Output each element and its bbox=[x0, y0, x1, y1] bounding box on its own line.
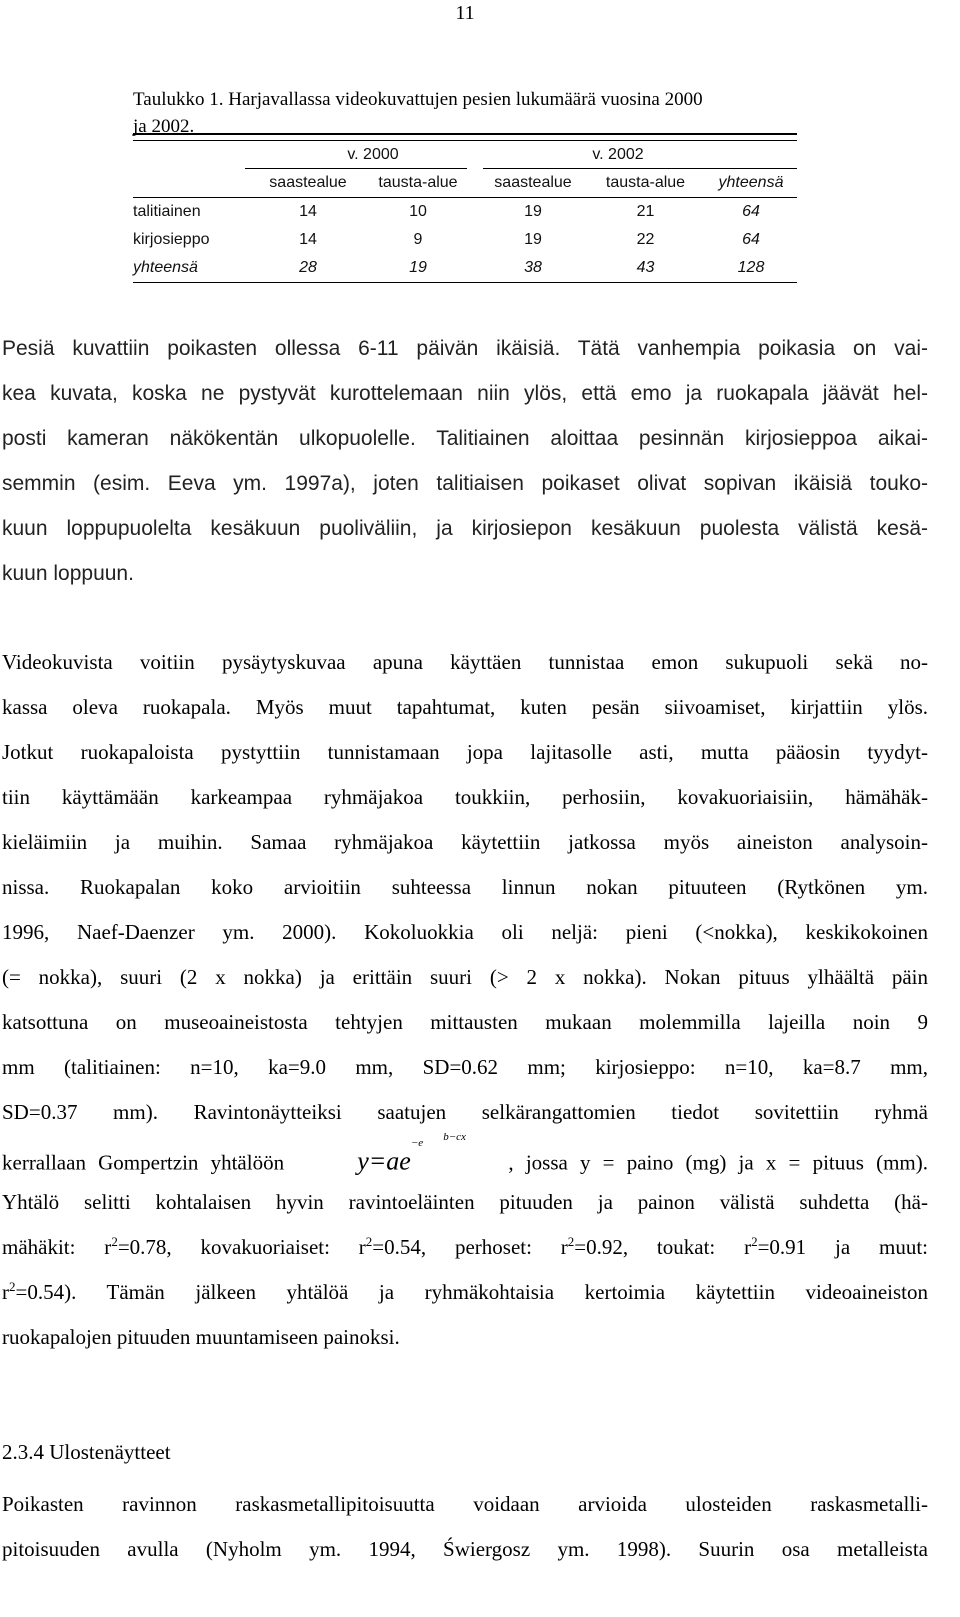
formula-main: y=ae bbox=[357, 1146, 411, 1176]
text-line: nissa. Ruokapalan koko arvioitiin suhteessa linnun nokan pituuteen (Rytkönen ym. bbox=[2, 875, 928, 899]
table-cell: 19 bbox=[524, 203, 542, 220]
table-cell: 22 bbox=[636, 231, 655, 248]
table-cell: 38 bbox=[524, 259, 542, 276]
text-line: 1996, Naef-Daenzer ym. 2000). Kokoluokkia oli neljä: pieni (<nokka), keskikokoinen bbox=[2, 920, 928, 944]
column-header: yhteensä bbox=[718, 174, 784, 191]
table-caption-line: ja 2002. bbox=[133, 116, 195, 137]
table-cell: 14 bbox=[299, 203, 317, 220]
text-line: semmin (esim. Eeva ym. 1997a), joten talitiaisen poikaset olivat sopivan ikäisiä touko- bbox=[2, 472, 928, 495]
table-row bbox=[133, 198, 797, 226]
formula-trail-text: , jossa y = paino (mg) ja x = pituus (mm). bbox=[508, 1150, 929, 1175]
text-line: katsottuna on museoaineistosta tehtyjen mittausten mukaan molemmilla lajeilla noin 9 bbox=[2, 1010, 928, 1034]
text-line: Poikasten ravinnon raskasmetallipitoisuutta voidaan arvioida ulosteiden raskasmetalli- bbox=[2, 1492, 928, 1516]
table-cell: 43 bbox=[636, 259, 655, 276]
text-line: (= nokka), suuri (2 x nokka) ja erittäin suuri (> 2 x nokka). Nokan pituus ylhäältä päin bbox=[2, 965, 928, 989]
table-cell: 21 bbox=[636, 203, 655, 220]
formula-exponent: −e bbox=[410, 1137, 424, 1149]
text-line: posti kameran näkökentän ulkopuolelle. Talitiainen aloittaa pesinnän kirjosieppoa aikai- bbox=[2, 427, 928, 450]
table-cell: 19 bbox=[409, 259, 427, 276]
table-row bbox=[133, 226, 797, 254]
column-header: tausta-alue bbox=[378, 174, 458, 191]
paragraph-1 bbox=[0, 326, 930, 596]
text-line: Jotkut ruokapaloista pystyttiin tunnistamaan jopa lajitasolle asti, mutta pääosin tyydyt- bbox=[2, 740, 928, 764]
table-cell: 9 bbox=[413, 231, 423, 248]
text-line: Pesiä kuvattiin poikasten ollessa 6-11 päivän ikäisiä. Tätä vanhempia poikasia on vai- bbox=[2, 337, 928, 360]
text-line bbox=[2, 1225, 928, 1270]
table-cell: 28 bbox=[299, 259, 317, 276]
text-line: pitoisuuden avulla (Nyholm ym. 1994, Świergosz ym. 1998). Suurin osa metalleista bbox=[2, 1537, 928, 1561]
column-header: saastealue bbox=[269, 174, 347, 191]
text-line: ruokapalojen pituuden muuntamiseen painoksi. bbox=[2, 1325, 400, 1349]
table-year-row bbox=[133, 141, 797, 169]
superscript: 2 bbox=[111, 1234, 118, 1249]
section-heading: 2.3.4 Ulostenäytteet bbox=[2, 1440, 171, 1464]
text-line: SD=0.37 mm). Ravintonäytteiksi saatujen selkärangattomien tiedot sovitettiin ryhmä bbox=[2, 1100, 928, 1124]
superscript: 2 bbox=[365, 1234, 373, 1249]
table-cell: 64 bbox=[742, 231, 760, 248]
column-header: tausta-alue bbox=[605, 174, 686, 191]
text-line: kuun loppuun. bbox=[2, 562, 134, 585]
paragraph-2 bbox=[0, 640, 930, 1360]
superscript: 2 bbox=[567, 1234, 575, 1249]
formula-line bbox=[2, 1131, 929, 1180]
data-table bbox=[133, 133, 797, 283]
text-fragment: =0.54, perhoset: r bbox=[372, 1235, 568, 1259]
row-label: kirjosieppo bbox=[133, 231, 210, 248]
column-header: saastealue bbox=[494, 174, 572, 191]
table-bottom-rule bbox=[133, 282, 797, 283]
table-cell: 64 bbox=[742, 203, 760, 220]
page-number: 11 bbox=[455, 2, 475, 24]
text-line: Videokuvista voitiin pysäytyskuvaa apuna käyttäen tunnistaa emon sukupuoli sekä no- bbox=[2, 650, 928, 674]
text-line: Yhtälö selitti kohtalaisen hyvin ravintoeläinten pituuden ja painon välistä suhdetta (hä- bbox=[2, 1190, 928, 1214]
table-cell: 14 bbox=[299, 231, 317, 248]
year-header-2000: v. 2000 bbox=[347, 146, 399, 163]
formula-exponent-2: b−cx bbox=[443, 1131, 466, 1143]
row-label: talitiainen bbox=[133, 203, 201, 220]
table-caption bbox=[133, 86, 813, 140]
text-fragment: mähäkit: r bbox=[2, 1235, 112, 1259]
table-cell: 128 bbox=[737, 259, 765, 276]
table-row-total bbox=[133, 254, 797, 282]
text-line: kea kuvata, koska ne pystyvät kurottelemaan niin ylös, että emo ja ruokapala jäävät hel- bbox=[2, 382, 928, 405]
table-cell: 10 bbox=[409, 203, 427, 220]
text-line: kassa oleva ruokapala. Myös muut tapahtumat, kuten pesän siivoamiset, kirjattiin ylös. bbox=[2, 695, 928, 719]
formula-lead-text: kerrallaan Gompertzin yhtälöön bbox=[2, 1150, 285, 1175]
text-fragment: =0.91 ja muut: bbox=[757, 1235, 928, 1259]
row-label: yhteensä bbox=[133, 259, 198, 276]
table-cell: 19 bbox=[524, 231, 542, 248]
text-fragment: =0.54). Tämän jälkeen yhtälöä ja ryhmäkohtaisia kertoimia käytettiin videoaineiston bbox=[15, 1280, 928, 1304]
paragraph-3 bbox=[0, 1482, 930, 1572]
text-line bbox=[2, 1270, 928, 1315]
year-header-2002: v. 2002 bbox=[592, 146, 644, 163]
superscript: 2 bbox=[751, 1234, 758, 1249]
text-fragment: =0.92, toukat: r bbox=[574, 1235, 752, 1259]
superscript: 2 bbox=[9, 1279, 16, 1294]
text-line: kuun loppupuolelta kesäkuun puoliväliin, ja kirjosiepon kesäkuun puolesta välistä kesä- bbox=[2, 517, 928, 540]
text-line: mm (talitiainen: n=10, ka=9.0 mm, SD=0.62 mm; kirjosieppo: n=10, ka=8.7 mm, bbox=[2, 1055, 928, 1079]
table-top-rule bbox=[133, 133, 797, 141]
gompertz-formula bbox=[357, 1131, 466, 1184]
text-fragment: r bbox=[2, 1280, 9, 1304]
text-line: kieläimiin ja muihin. Samaa ryhmäjakoa käytettiin jatkossa myös aineiston analysoin- bbox=[2, 830, 928, 854]
text-line: tiin käyttämään karkeampaa ryhmäjakoa toukkiin, perhosiin, kovakuoriaisiin, hämähäk- bbox=[2, 785, 928, 809]
table-header-row bbox=[133, 169, 797, 197]
table-caption-line: Taulukko 1. Harjavallassa videokuvattujen pesien lukumäärä vuosina 2000 bbox=[133, 89, 703, 110]
text-fragment: =0.78, kovakuoriaiset: r bbox=[117, 1235, 366, 1259]
